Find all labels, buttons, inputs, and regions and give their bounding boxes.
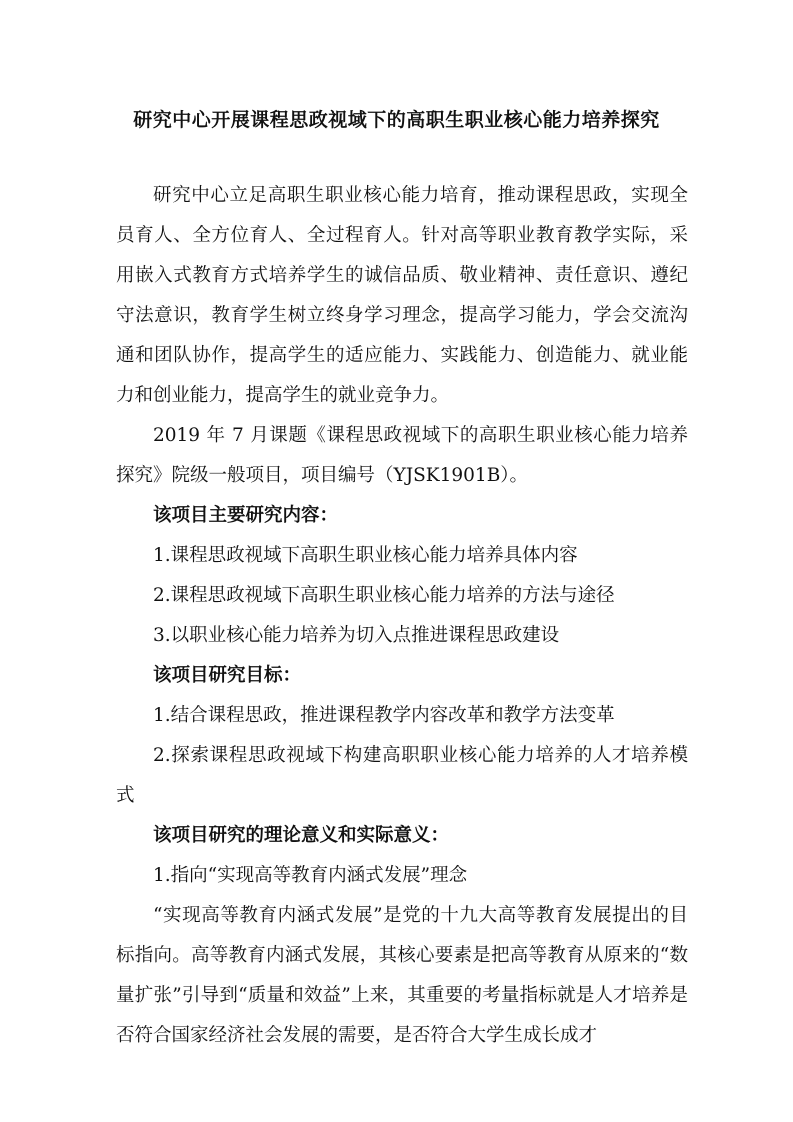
list-item-content-2: 2.课程思政视域下高职生职业核心能力培养的方法与途径 xyxy=(153,585,615,606)
heading-research-goals: 该项目研究目标： xyxy=(153,665,302,686)
list-item-content-1: 1.课程思政视域下高职生职业核心能力培养具体内容 xyxy=(153,545,578,566)
list-item-significance-1: 1.指向“实现高等教育内涵式发展”理念 xyxy=(153,865,468,886)
paragraph-project-info: 2019 年 7 月课题《课程思政视域下的高职生职业核心能力培养探究》院级一般项目，项目编号（YJSK1901B）。 xyxy=(116,425,688,486)
list-item-goal-1: 1.结合课程思政，推进课程教学内容改革和教学方法变革 xyxy=(153,705,615,726)
paragraph-intro: 研究中心立足高职生职业核心能力培育，推动课程思政，实现全员育人、全方位育人、全过程育人。针对高等职业教育教学实际，采用嵌入式教育方式培养学生的诚信品质、敬业精神、责任意识、遵纪守法意识，教育学生树立终身学习理念，提高学习能力，学会交流沟通和团队协作，提高学生的适应能力、实践能力、创造能力、就业能力和创业能力，提高学生的就业竞争力。 xyxy=(116,185,688,406)
heading-significance: 该项目研究的理论意义和实际意义： xyxy=(153,825,450,846)
list-item-goal-2: 2.探索课程思政视域下构建高职职业核心能力培养的人才培养模式 xyxy=(116,745,688,806)
list-item-content-3: 3.以职业核心能力培养为切入点推进课程思政建设 xyxy=(153,625,560,646)
document-title: 研究中心开展课程思政视域下的高职生职业核心能力培养探究 xyxy=(133,109,660,131)
heading-research-content: 该项目主要研究内容： xyxy=(153,505,339,526)
paragraph-significance-detail: “实现高等教育内涵式发展”是党的十九大高等教育发展提出的目标指向。高等教育内涵式发展，其核心要素是把高等教育从原来的“数量扩张”引导到“质量和效益”上来，其重要的考量指标就是人才培养是否符合国家经济社会发展的需要，是否符合大学生成长成才 xyxy=(116,905,688,1046)
document-body xyxy=(116,176,688,1056)
